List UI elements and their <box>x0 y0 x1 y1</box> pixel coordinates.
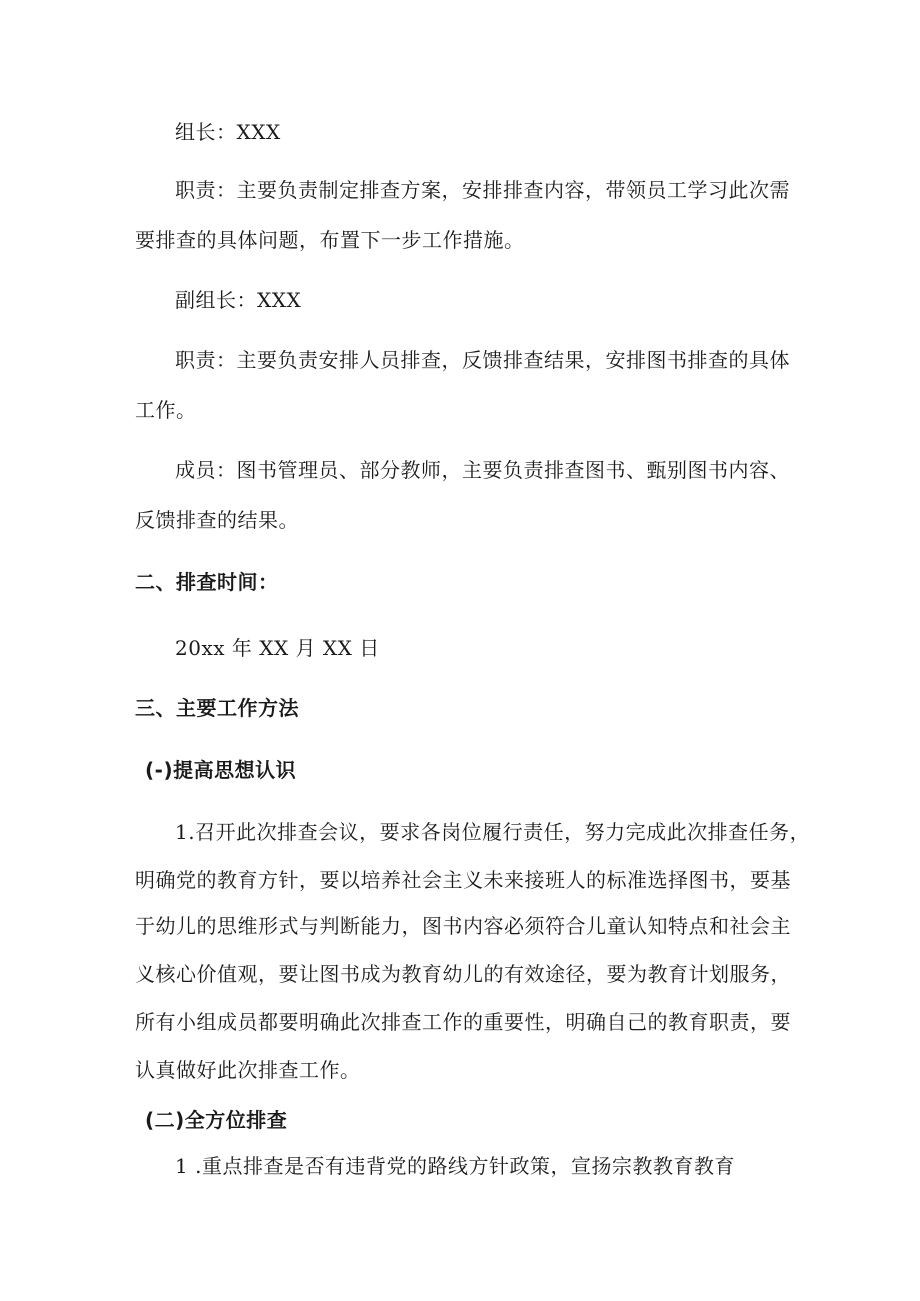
inspection-date: 20xx 年 XX 月 XX 日 <box>175 636 380 660</box>
deputy-leader-line: 副组长：XXX <box>175 288 302 312</box>
members-line-2: 反馈排查的结果。 <box>135 508 299 532</box>
para-line: 于幼儿的思维形式与判断能力，图书内容必须符合儿童认知特点和社会主 <box>135 914 791 938</box>
section-2-heading: 二、排查时间： <box>135 570 279 594</box>
deputy-duty-line-2: 工作。 <box>135 398 197 422</box>
para-line: 明确党的教育方针，要以培养社会主义未来接班人的标准选择图书，要基 <box>135 868 791 892</box>
leader-duty-line-1: 职责：主要负责制定排查方案，安排排查内容，带领员工学习此次需 <box>175 178 790 202</box>
subsection-2-item-1: 1 .重点排查是否有违背党的路线方针政策，宣扬宗教教育教育 <box>175 1154 735 1178</box>
members-line-1: 成员：图书管理员、部分教师，主要负责排查图书、甄别图书内容、 <box>175 458 790 482</box>
para-line: 1.召开此次排查会议，要求各岗位履行责任，努力完成此次排查任务， <box>175 820 811 844</box>
leader-line: 组长：XXX <box>175 120 281 144</box>
section-3-heading: 三、主要工作方法 <box>135 696 299 720</box>
deputy-duty-line-1: 职责：主要负责安排人员排查，反馈排查结果，安排图书排查的具体 <box>175 348 790 372</box>
para-line: 所有小组成员都要明确此次排查工作的重要性，明确自己的教育职责，要 <box>135 1010 791 1034</box>
subsection-1-heading: (-)提高思想认识 <box>145 758 297 782</box>
para-line: 认真做好此次排查工作。 <box>135 1058 361 1082</box>
leader-duty-line-2: 要排查的具体问题，布置下一步工作措施。 <box>135 228 525 252</box>
para-line: 义核心价值观，要让图书成为教育幼儿的有效途径，要为教育计划服务， <box>135 962 791 986</box>
subsection-2-heading: (二)全方位排查 <box>145 1108 288 1132</box>
